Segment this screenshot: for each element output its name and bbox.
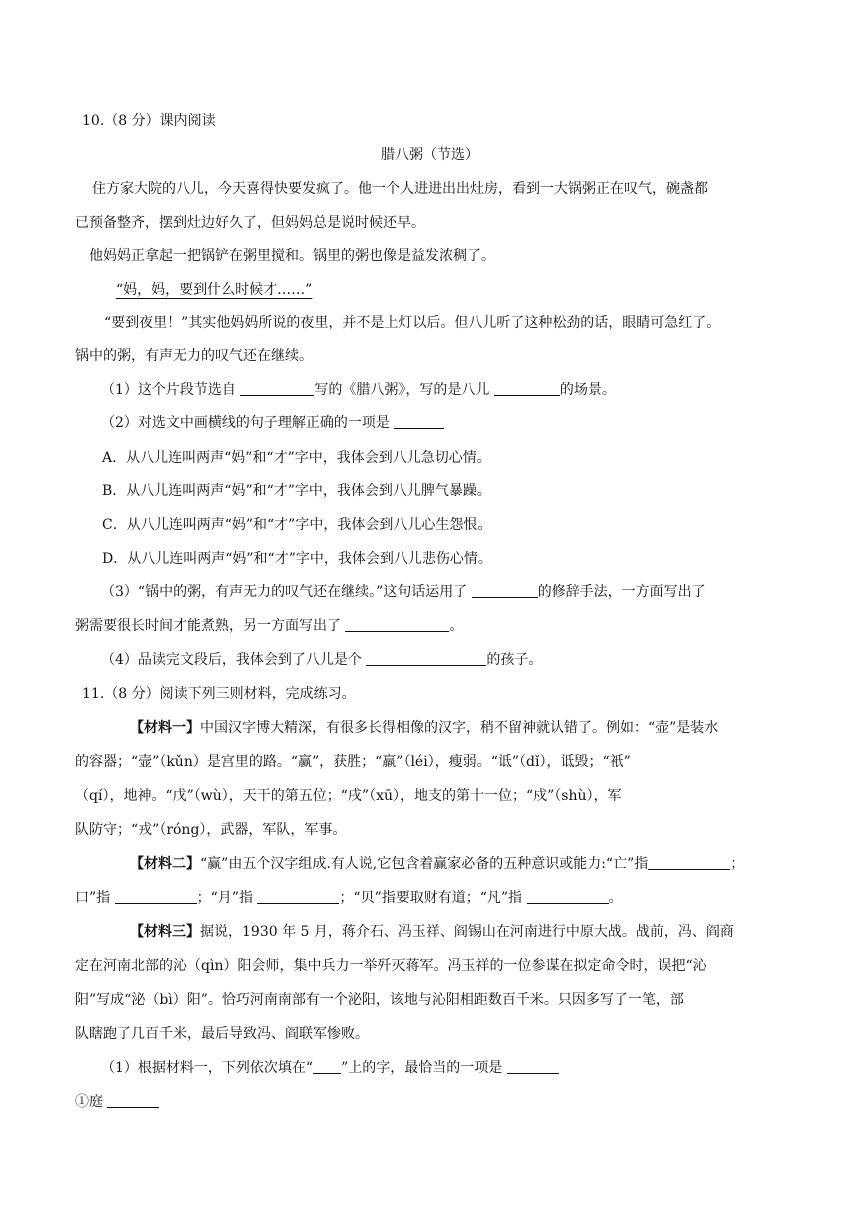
- question-10-header: [82, 111, 216, 131]
- answer-blank-choice[interactable]: [507, 1059, 559, 1074]
- answer-blank-fan[interactable]: [527, 889, 609, 904]
- question-number: 10.: [82, 113, 105, 129]
- material-3-line-3: 阳”写成“泌（bì）阳”。恰巧河南南部有一个泌阳，该地与沁阳相距数百千米。只因多写了一笔，部: [75, 992, 684, 1008]
- q11-sub-question-1: （1）根据材料一，下列依次填在“ ”上的字，最恰当的一项是: [101, 1058, 559, 1078]
- material-3-line-4: 队瞎跑了几百千米，最后导致冯、阎联军惨败。: [75, 1026, 369, 1042]
- option-c: C．从八儿连叫两声“妈”和“才”字中，我体会到八儿心生怨恨。: [102, 517, 492, 533]
- passage-paragraph-3-line-2: 锅中的粥，有声无力的叹气还在继续。: [75, 348, 313, 364]
- material-3-tag: 【材料三】: [130, 924, 200, 940]
- answer-blank-rhetoric[interactable]: [472, 583, 538, 598]
- material-1-line-3: （qí），地神。“戊”（wù），天干的第五位；“戌”（xū），地支的第十一位；“戍”（shù），军: [75, 788, 622, 804]
- answer-blank-item-1[interactable]: [107, 1093, 159, 1108]
- answer-blank-character[interactable]: [366, 651, 486, 666]
- q11-item-1: ①庭: [75, 1092, 159, 1112]
- material-1-tag: 【材料一】: [130, 720, 200, 736]
- option-a: A．从八儿连叫两声“妈”和“才”字中，我体会到八儿急切心情。: [102, 450, 491, 466]
- sub-question-2: （2）对选文中画横线的句子理解正确的一项是: [101, 413, 444, 433]
- answer-blank-kou[interactable]: [115, 889, 197, 904]
- material-2-line-2: 口”指 ；“月”指 ；“贝”指要取财有道；“凡”指 。: [75, 890, 623, 906]
- answer-blank-scene[interactable]: [494, 381, 560, 396]
- question-11-header: [82, 684, 356, 704]
- underlined-sentence: [116, 280, 312, 300]
- material-3-line-2: 定在河南北部的沁（qìn）阳会师，集中兵力一举歼灭蒋军。冯玉祥的一位参谋在拟定命令时，误把“沁: [75, 958, 707, 974]
- answer-blank-author[interactable]: [240, 381, 314, 396]
- question-score-label: （8 分）课内阅读: [104, 113, 216, 129]
- passage-paragraph-1-line-2: 已预备整齐，摆到灶边好久了，但妈妈总是说时候还早。: [75, 215, 425, 231]
- answer-blank-effect[interactable]: [345, 617, 449, 632]
- material-1-line-4: 队防守；“戎”（róng），武器，军队，军事。: [75, 822, 347, 838]
- sub-question-3-line-2: 粥需要很长时间才能煮熟，另一方面写出了 。: [75, 618, 464, 634]
- sub-question-3-line-1: （3）“锅中的粥，有声无力的叹气还在继续。”这句话运用了 的修辞手法，一方面写出了: [101, 584, 706, 600]
- answer-blank-yue[interactable]: [257, 889, 339, 904]
- material-1-line-2: 的容器；“壸”（kǔn）是宫里的路。“赢”，获胜；“羸”（léi），瘦弱。“诋”（dǐ），诋毁；“衹”: [75, 754, 631, 770]
- passage-paragraph-1-line-1: 住方家大院的八儿，今天喜得快要发疯了。他一个人进进出出灶房，看到一大锅粥正在叹气，碗盏都: [92, 181, 708, 197]
- passage-title: 腊八粥（节选）: [381, 147, 479, 163]
- material-1-line-1: 【材料一】中国汉字博大精深，有很多长得相像的汉字，稍不留神就认错了。例如：“壶”是装水: [130, 720, 719, 736]
- question-score-label: （8 分）阅读下列三则材料，完成练习。: [104, 686, 356, 702]
- material-2-line-1: 【材料二】“赢”由五个汉字组成.有人说,它包含着赢家必备的五种意识或能力:“亡”指 ；: [130, 856, 745, 872]
- sub-question-1: （1）这个片段节选自 写的《腊八粥》，写的是八儿 的场景。: [101, 382, 616, 398]
- material-3-line-1: 【材料三】据说，1930 年 5 月，蒋介石、冯玉祥、阎锡山在河南进行中原大战。战前，冯、阎商: [130, 924, 734, 940]
- option-d: D．从八儿连叫两声“妈”和“才”字中，我体会到八儿悲伤心情。: [102, 551, 492, 567]
- inline-blank-sample: [313, 1059, 341, 1074]
- answer-blank-choice[interactable]: [394, 414, 444, 429]
- material-2-tag: 【材料二】: [130, 856, 200, 872]
- option-b: B．从八儿连叫两声“妈”和“才”字中，我体会到八儿脾气暴躁。: [102, 483, 491, 499]
- passage-paragraph-2: 他妈妈正拿起一把锅铲在粥里搅和。锅里的粥也像是益发浓稠了。: [89, 248, 495, 264]
- answer-blank-wang[interactable]: [648, 855, 730, 870]
- sub-question-4: （4）品读完文段后，我体会到了八儿是个 的孩子。: [101, 652, 543, 668]
- passage-paragraph-3-line-1: “要到夜里！”其实他妈妈所说的夜里，并不是上灯以后。但八儿听了这种松劲的话，眼睛可急红了。: [104, 315, 721, 331]
- underlined-sentence-text: “妈，妈，要到什么时候才……”: [116, 282, 313, 298]
- question-number: 11.: [82, 686, 105, 702]
